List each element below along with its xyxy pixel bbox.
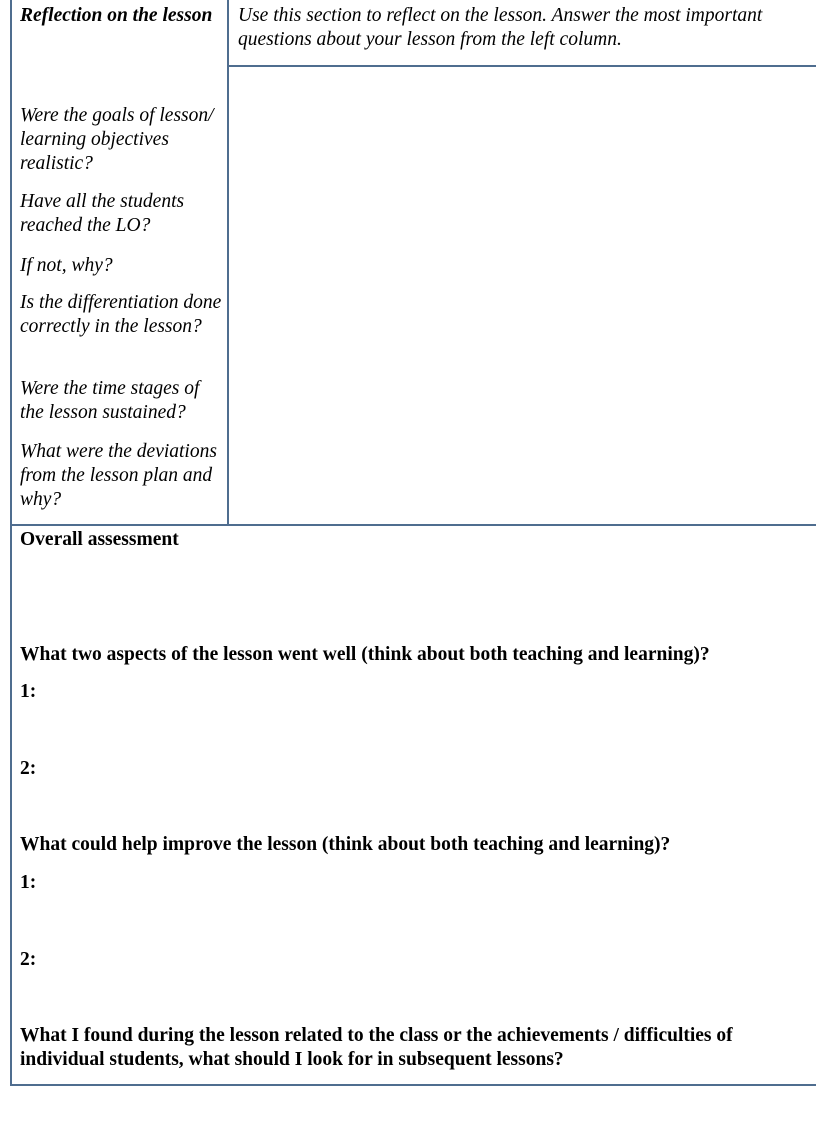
went-well-item-1: 1:	[20, 681, 37, 702]
reflection-answer-area[interactable]	[229, 67, 816, 524]
question-time-stages: Were the time stages of the lesson sustained?	[20, 378, 200, 423]
improve-question: What could help improve the lesson (think about both teaching and learning)?	[20, 834, 671, 855]
question-differentiation: Is the differentiation done correctly in the lesson?	[20, 292, 222, 337]
reflection-title: Reflection on the lesson	[20, 5, 213, 26]
reflection-instruction: Use this section to reflect on the lesson. Answer the most important questions about your lesson from the left column.	[238, 5, 763, 50]
question-reached-lo: Have all the students reached the LO?	[20, 191, 185, 236]
section-divider	[10, 524, 816, 526]
went-well-item-2: 2:	[20, 758, 37, 779]
question-if-not: If not, why?	[20, 255, 113, 276]
improve-item-2: 2:	[20, 949, 37, 970]
improve-item-1: 1:	[20, 872, 37, 893]
question-deviations: What were the deviations from the lesson plan and why?	[20, 441, 217, 510]
overall-assessment-title: Overall assessment	[20, 529, 179, 550]
question-goals: Were the goals of lesson/ learning objectives realistic?	[20, 105, 214, 174]
findings-question: What I found during the lesson related to the class or the achievements / difficulties of individual students, what should I look for in subsequent lessons?	[20, 1025, 733, 1070]
went-well-question: What two aspects of the lesson went well (think about both teaching and learning)?	[20, 644, 710, 665]
